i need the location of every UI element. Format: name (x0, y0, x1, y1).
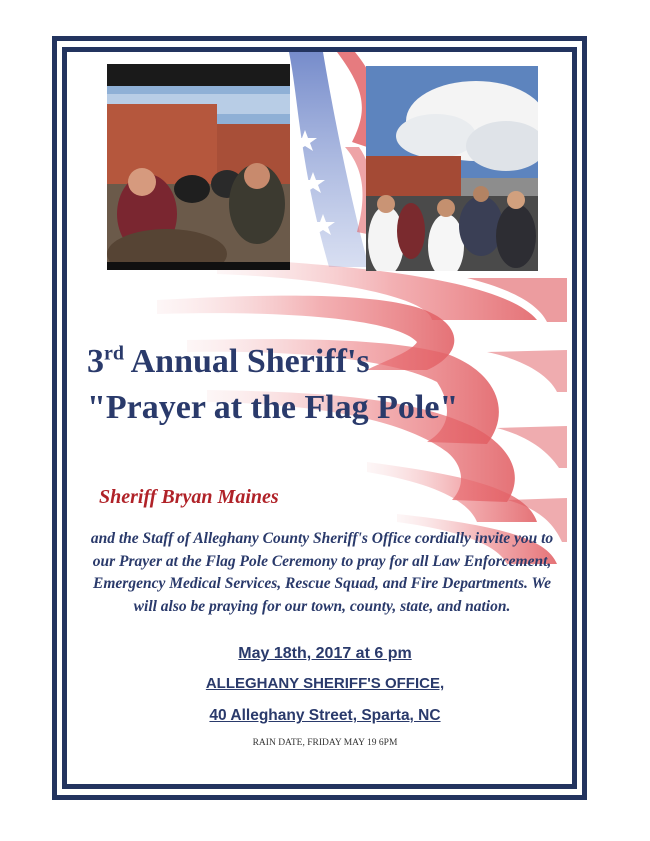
event-location-name: ALLEGHANY SHERIFF'S OFFICE, (205, 675, 445, 692)
headline-line-1 (87, 340, 557, 384)
ceremony-photo-right (366, 66, 538, 271)
ceremony-photo-left (107, 64, 290, 270)
headline-line-2: "Prayer at the Flag Pole" (87, 389, 459, 426)
event-address: 40 Alleghany Street, Sparta, NC (209, 707, 441, 724)
headline-text: Annual Sheriff's (124, 343, 370, 380)
sheriff-name: Sheriff Bryan Maines (99, 486, 279, 508)
event-date-time: May 18th, 2017 at 6 pm (238, 645, 412, 662)
rain-date: RAIN DATE, FRIDAY MAY 19 6PM (252, 738, 398, 748)
invitation-text: and the Staff of Alleghany County Sheriff's Office cordially invite you to our Prayer at the Flag Pole Ceremony to pray for all Law Enforcement, Emergency Medical Services, Rescue Squad, and Fire Departments. We will also be praying for our town, county, state, and nation. (90, 530, 554, 615)
headline-number: 3 (87, 343, 104, 380)
headline-ordinal-suffix: rd (104, 342, 124, 365)
